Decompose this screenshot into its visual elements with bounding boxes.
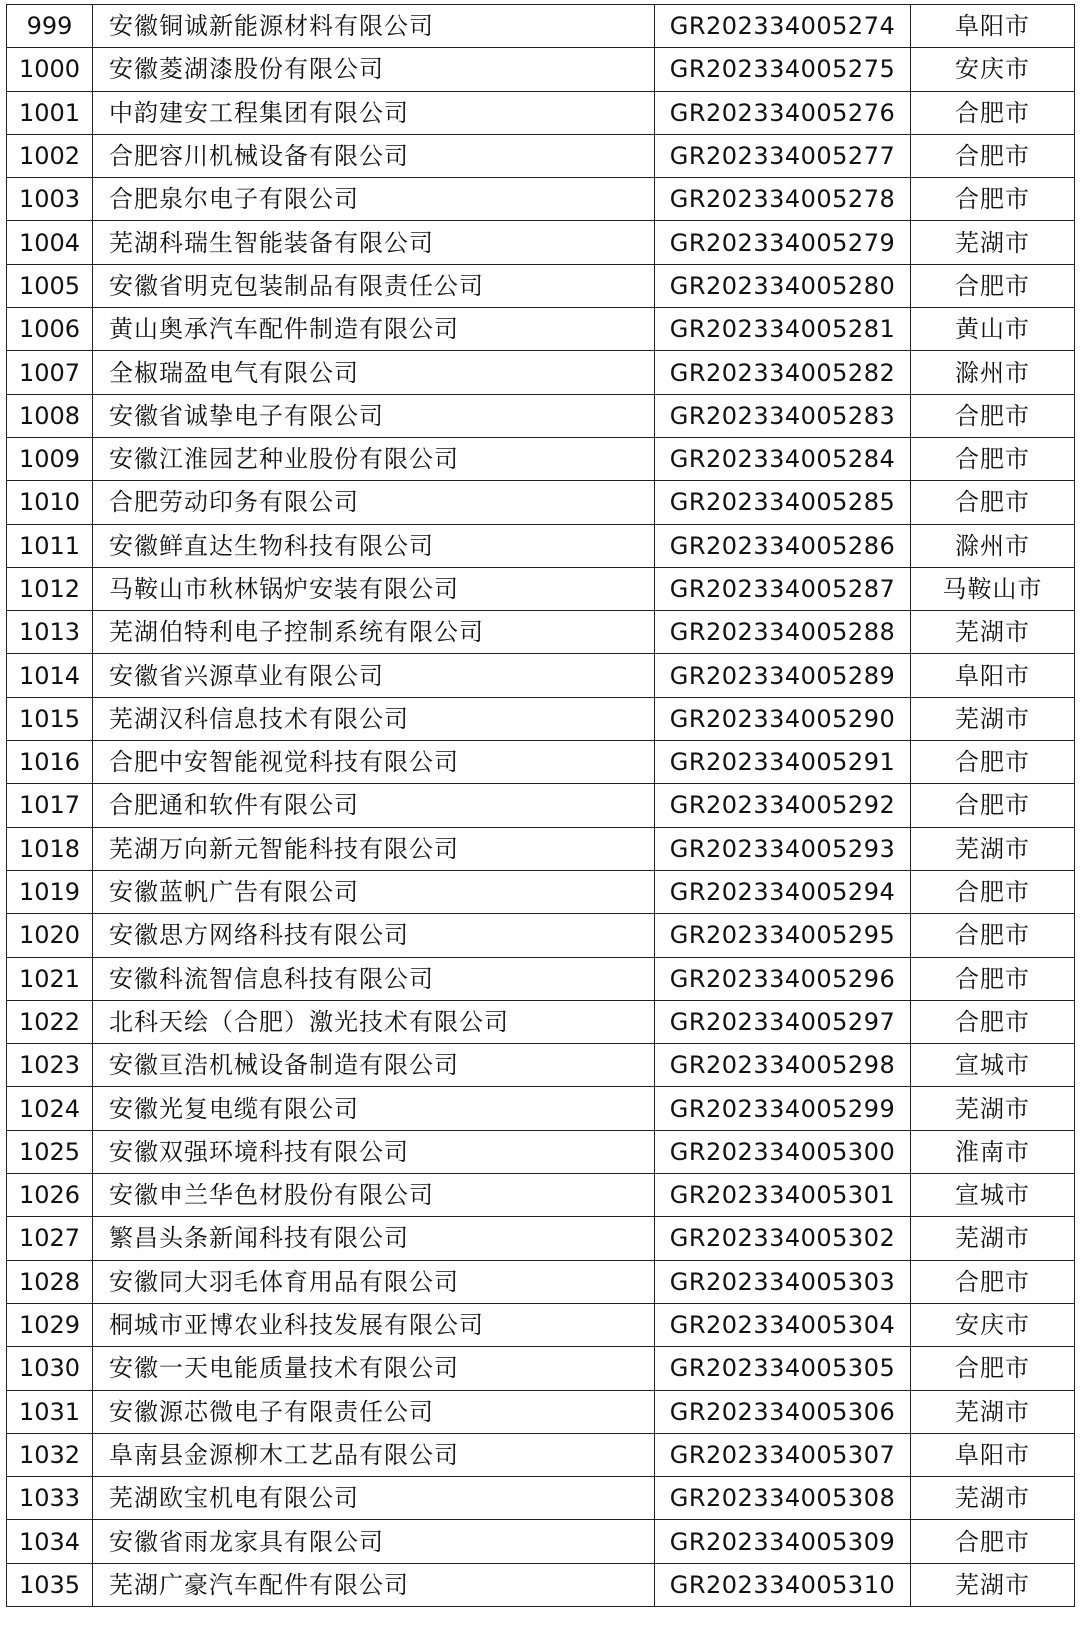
company-name-cell: 安徽省明克包装制品有限责任公司 xyxy=(93,264,655,307)
company-name-cell: 安徽铜诚新能源材料有限公司 xyxy=(93,5,655,48)
city-cell: 滁州市 xyxy=(911,351,1075,394)
certificate-number-cell: GR202334005303 xyxy=(655,1260,911,1303)
seq-cell: 1024 xyxy=(7,1087,93,1130)
city-cell: 合肥市 xyxy=(911,957,1075,1000)
city-cell: 芜湖市 xyxy=(911,1217,1075,1260)
seq-cell: 1021 xyxy=(7,957,93,1000)
city-cell: 合肥市 xyxy=(911,914,1075,957)
table-row xyxy=(7,1477,1075,1520)
seq-cell: 1007 xyxy=(7,351,93,394)
city-cell: 合肥市 xyxy=(911,1347,1075,1390)
seq-cell: 1010 xyxy=(7,481,93,524)
table-row xyxy=(7,1390,1075,1433)
city-cell: 合肥市 xyxy=(911,1520,1075,1563)
table-row xyxy=(7,1260,1075,1303)
company-name-cell: 合肥通和软件有限公司 xyxy=(93,784,655,827)
certificate-number-cell: GR202334005277 xyxy=(655,134,911,177)
seq-cell: 1003 xyxy=(7,178,93,221)
table-row xyxy=(7,394,1075,437)
table-row xyxy=(7,221,1075,264)
seq-cell: 1005 xyxy=(7,264,93,307)
seq-cell: 1009 xyxy=(7,437,93,480)
company-name-cell: 繁昌头条新闻科技有限公司 xyxy=(93,1217,655,1260)
company-name-cell: 芜湖万向新元智能科技有限公司 xyxy=(93,827,655,870)
certificate-number-cell: GR202334005282 xyxy=(655,351,911,394)
city-cell: 宣城市 xyxy=(911,1174,1075,1217)
seq-cell: 1001 xyxy=(7,91,93,134)
company-name-cell: 芜湖广豪汽车配件有限公司 xyxy=(93,1563,655,1606)
city-cell: 马鞍山市 xyxy=(911,567,1075,610)
seq-cell: 1032 xyxy=(7,1433,93,1476)
city-cell: 安庆市 xyxy=(911,48,1075,91)
city-cell: 芜湖市 xyxy=(911,221,1075,264)
city-cell: 合肥市 xyxy=(911,394,1075,437)
seq-cell: 1026 xyxy=(7,1174,93,1217)
table-row xyxy=(7,48,1075,91)
city-cell: 芜湖市 xyxy=(911,697,1075,740)
certificate-number-cell: GR202334005286 xyxy=(655,524,911,567)
company-name-cell: 合肥泉尔电子有限公司 xyxy=(93,178,655,221)
certificate-number-cell: GR202334005276 xyxy=(655,91,911,134)
city-cell: 芜湖市 xyxy=(911,827,1075,870)
city-cell: 芜湖市 xyxy=(911,1477,1075,1520)
seq-cell: 1017 xyxy=(7,784,93,827)
company-name-cell: 安徽亘浩机械设备制造有限公司 xyxy=(93,1044,655,1087)
table-row xyxy=(7,1303,1075,1346)
seq-cell: 1016 xyxy=(7,741,93,784)
company-name-cell: 安徽同大羽毛体育用品有限公司 xyxy=(93,1260,655,1303)
certificate-number-cell: GR202334005297 xyxy=(655,1000,911,1043)
city-cell: 芜湖市 xyxy=(911,1390,1075,1433)
table-row xyxy=(7,567,1075,610)
seq-cell: 1023 xyxy=(7,1044,93,1087)
table-row xyxy=(7,134,1075,177)
city-cell: 合肥市 xyxy=(911,870,1075,913)
city-cell: 合肥市 xyxy=(911,437,1075,480)
company-name-cell: 安徽省雨龙家具有限公司 xyxy=(93,1520,655,1563)
city-cell: 合肥市 xyxy=(911,1260,1075,1303)
city-cell: 宣城市 xyxy=(911,1044,1075,1087)
company-name-cell: 中韵建安工程集团有限公司 xyxy=(93,91,655,134)
certificate-number-cell: GR202334005291 xyxy=(655,741,911,784)
city-cell: 阜阳市 xyxy=(911,5,1075,48)
certificate-number-cell: GR202334005298 xyxy=(655,1044,911,1087)
city-cell: 合肥市 xyxy=(911,134,1075,177)
table-row xyxy=(7,1130,1075,1173)
company-name-cell: 阜南县金源柳木工艺品有限公司 xyxy=(93,1433,655,1476)
certificate-number-cell: GR202334005306 xyxy=(655,1390,911,1433)
table-row xyxy=(7,1347,1075,1390)
table-row xyxy=(7,697,1075,740)
company-name-cell: 安徽源芯微电子有限责任公司 xyxy=(93,1390,655,1433)
table-row xyxy=(7,741,1075,784)
certificate-number-cell: GR202334005289 xyxy=(655,654,911,697)
city-cell: 芜湖市 xyxy=(911,1563,1075,1606)
enterprise-table xyxy=(6,4,1075,1607)
company-name-cell: 安徽光复电缆有限公司 xyxy=(93,1087,655,1130)
certificate-number-cell: GR202334005292 xyxy=(655,784,911,827)
city-cell: 淮南市 xyxy=(911,1130,1075,1173)
seq-cell: 1002 xyxy=(7,134,93,177)
seq-cell: 1030 xyxy=(7,1347,93,1390)
city-cell: 滁州市 xyxy=(911,524,1075,567)
table-row xyxy=(7,308,1075,351)
city-cell: 安庆市 xyxy=(911,1303,1075,1346)
certificate-number-cell: GR202334005274 xyxy=(655,5,911,48)
seq-cell: 1015 xyxy=(7,697,93,740)
certificate-number-cell: GR202334005283 xyxy=(655,394,911,437)
certificate-number-cell: GR202334005305 xyxy=(655,1347,911,1390)
company-name-cell: 芜湖汉科信息技术有限公司 xyxy=(93,697,655,740)
table-row xyxy=(7,178,1075,221)
certificate-number-cell: GR202334005295 xyxy=(655,914,911,957)
city-cell: 合肥市 xyxy=(911,784,1075,827)
table-row xyxy=(7,1217,1075,1260)
certificate-number-cell: GR202334005308 xyxy=(655,1477,911,1520)
certificate-number-cell: GR202334005299 xyxy=(655,1087,911,1130)
city-cell: 合肥市 xyxy=(911,1000,1075,1043)
table-row xyxy=(7,784,1075,827)
company-name-cell: 安徽省诚挚电子有限公司 xyxy=(93,394,655,437)
company-name-cell: 安徽思方网络科技有限公司 xyxy=(93,914,655,957)
certificate-number-cell: GR202334005300 xyxy=(655,1130,911,1173)
certificate-number-cell: GR202334005287 xyxy=(655,567,911,610)
city-cell: 阜阳市 xyxy=(911,1433,1075,1476)
seq-cell: 1004 xyxy=(7,221,93,264)
table-row xyxy=(7,1563,1075,1606)
company-name-cell: 芜湖科瑞生智能装备有限公司 xyxy=(93,221,655,264)
company-name-cell: 黄山奥承汽车配件制造有限公司 xyxy=(93,308,655,351)
company-name-cell: 安徽江淮园艺种业股份有限公司 xyxy=(93,437,655,480)
table-row xyxy=(7,1000,1075,1043)
seq-cell: 1008 xyxy=(7,394,93,437)
certificate-number-cell: GR202334005302 xyxy=(655,1217,911,1260)
company-name-cell: 合肥劳动印务有限公司 xyxy=(93,481,655,524)
table-body xyxy=(7,5,1075,1607)
seq-cell: 999 xyxy=(7,5,93,48)
certificate-number-cell: GR202334005293 xyxy=(655,827,911,870)
seq-cell: 1018 xyxy=(7,827,93,870)
certificate-number-cell: GR202334005281 xyxy=(655,308,911,351)
company-name-cell: 马鞍山市秋林锅炉安装有限公司 xyxy=(93,567,655,610)
seq-cell: 1031 xyxy=(7,1390,93,1433)
company-name-cell: 桐城市亚博农业科技发展有限公司 xyxy=(93,1303,655,1346)
table-row xyxy=(7,870,1075,913)
certificate-number-cell: GR202334005301 xyxy=(655,1174,911,1217)
seq-cell: 1035 xyxy=(7,1563,93,1606)
city-cell: 合肥市 xyxy=(911,481,1075,524)
certificate-number-cell: GR202334005310 xyxy=(655,1563,911,1606)
company-name-cell: 安徽一天电能质量技术有限公司 xyxy=(93,1347,655,1390)
certificate-number-cell: GR202334005279 xyxy=(655,221,911,264)
company-name-cell: 安徽鲜直达生物科技有限公司 xyxy=(93,524,655,567)
table-row xyxy=(7,1520,1075,1563)
certificate-number-cell: GR202334005285 xyxy=(655,481,911,524)
city-cell: 合肥市 xyxy=(911,91,1075,134)
certificate-number-cell: GR202334005304 xyxy=(655,1303,911,1346)
table-row xyxy=(7,481,1075,524)
table-row xyxy=(7,437,1075,480)
company-name-cell: 安徽双强环境科技有限公司 xyxy=(93,1130,655,1173)
table-row xyxy=(7,1087,1075,1130)
city-cell: 合肥市 xyxy=(911,741,1075,784)
company-name-cell: 合肥中安智能视觉科技有限公司 xyxy=(93,741,655,784)
city-cell: 芜湖市 xyxy=(911,611,1075,654)
certificate-number-cell: GR202334005309 xyxy=(655,1520,911,1563)
certificate-number-cell: GR202334005307 xyxy=(655,1433,911,1476)
city-cell: 芜湖市 xyxy=(911,1087,1075,1130)
table-row xyxy=(7,1433,1075,1476)
certificate-number-cell: GR202334005290 xyxy=(655,697,911,740)
seq-cell: 1014 xyxy=(7,654,93,697)
company-name-cell: 安徽菱湖漆股份有限公司 xyxy=(93,48,655,91)
table-row xyxy=(7,654,1075,697)
table-row xyxy=(7,264,1075,307)
table-row xyxy=(7,91,1075,134)
seq-cell: 1028 xyxy=(7,1260,93,1303)
table-row xyxy=(7,611,1075,654)
certificate-number-cell: GR202334005296 xyxy=(655,957,911,1000)
city-cell: 黄山市 xyxy=(911,308,1075,351)
company-name-cell: 安徽申兰华色材股份有限公司 xyxy=(93,1174,655,1217)
seq-cell: 1011 xyxy=(7,524,93,567)
seq-cell: 1012 xyxy=(7,567,93,610)
seq-cell: 1034 xyxy=(7,1520,93,1563)
company-name-cell: 安徽蓝帆广告有限公司 xyxy=(93,870,655,913)
company-name-cell: 安徽科流智信息科技有限公司 xyxy=(93,957,655,1000)
seq-cell: 1000 xyxy=(7,48,93,91)
table-row xyxy=(7,5,1075,48)
certificate-number-cell: GR202334005294 xyxy=(655,870,911,913)
seq-cell: 1020 xyxy=(7,914,93,957)
seq-cell: 1013 xyxy=(7,611,93,654)
seq-cell: 1006 xyxy=(7,308,93,351)
table-row xyxy=(7,914,1075,957)
table-row xyxy=(7,827,1075,870)
table-row xyxy=(7,351,1075,394)
seq-cell: 1027 xyxy=(7,1217,93,1260)
city-cell: 合肥市 xyxy=(911,264,1075,307)
table-row xyxy=(7,1174,1075,1217)
company-name-cell: 合肥容川机械设备有限公司 xyxy=(93,134,655,177)
certificate-number-cell: GR202334005288 xyxy=(655,611,911,654)
seq-cell: 1029 xyxy=(7,1303,93,1346)
seq-cell: 1019 xyxy=(7,870,93,913)
table-row xyxy=(7,524,1075,567)
seq-cell: 1033 xyxy=(7,1477,93,1520)
table-row xyxy=(7,1044,1075,1087)
certificate-number-cell: GR202334005280 xyxy=(655,264,911,307)
certificate-number-cell: GR202334005275 xyxy=(655,48,911,91)
table-row xyxy=(7,957,1075,1000)
certificate-number-cell: GR202334005278 xyxy=(655,178,911,221)
company-name-cell: 芜湖伯特利电子控制系统有限公司 xyxy=(93,611,655,654)
seq-cell: 1025 xyxy=(7,1130,93,1173)
company-name-cell: 安徽省兴源草业有限公司 xyxy=(93,654,655,697)
certificate-number-cell: GR202334005284 xyxy=(655,437,911,480)
city-cell: 阜阳市 xyxy=(911,654,1075,697)
city-cell: 合肥市 xyxy=(911,178,1075,221)
company-name-cell: 北科天绘（合肥）激光技术有限公司 xyxy=(93,1000,655,1043)
company-name-cell: 芜湖欧宝机电有限公司 xyxy=(93,1477,655,1520)
company-name-cell: 全椒瑞盈电气有限公司 xyxy=(93,351,655,394)
seq-cell: 1022 xyxy=(7,1000,93,1043)
